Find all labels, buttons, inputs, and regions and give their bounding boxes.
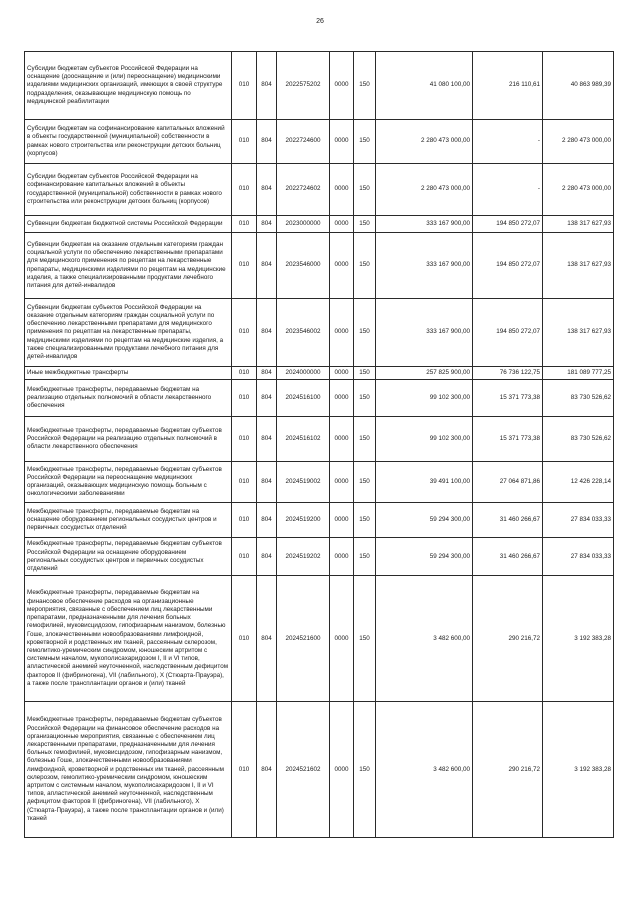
executed-amount: 290 216,72 bbox=[473, 576, 543, 702]
section-code: 804 bbox=[257, 538, 277, 576]
admin-code: 010 bbox=[232, 538, 257, 576]
remainder-amount: 138 317 627,93 bbox=[543, 299, 614, 367]
remainder-amount: 27 834 033,33 bbox=[543, 503, 614, 538]
admin-code: 010 bbox=[232, 576, 257, 702]
remainder-amount: 2 280 473 000,00 bbox=[543, 164, 614, 216]
kind-code: 150 bbox=[354, 120, 376, 164]
executed-amount: 31 460 266,67 bbox=[473, 538, 543, 576]
sub-code: 0000 bbox=[330, 503, 354, 538]
remainder-amount: 27 834 033,33 bbox=[543, 538, 614, 576]
sub-code: 0000 bbox=[330, 233, 354, 299]
classification-code: 2022724602 bbox=[277, 164, 330, 216]
row-name: Межбюджетные трансферты, передаваемые бюджетам субъектов Российской Федерации на переоснащение медицинских организаций, оказывающих медицинскую помощь больным с онкологическими заболеваниями bbox=[25, 462, 232, 503]
classification-code: 2024519200 bbox=[277, 503, 330, 538]
plan-amount: 39 491 100,00 bbox=[376, 462, 473, 503]
sub-code: 0000 bbox=[330, 367, 354, 380]
admin-code: 010 bbox=[232, 120, 257, 164]
kind-code: 150 bbox=[354, 417, 376, 462]
classification-code: 2024000000 bbox=[277, 367, 330, 380]
executed-amount: 194 850 272,07 bbox=[473, 233, 543, 299]
sub-code: 0000 bbox=[330, 164, 354, 216]
kind-code: 150 bbox=[354, 52, 376, 120]
page-number: 26 bbox=[316, 18, 324, 25]
plan-amount: 3 482 600,00 bbox=[376, 702, 473, 838]
classification-code: 2024516102 bbox=[277, 417, 330, 462]
row-name: Субвенции бюджетам субъектов Российской Федерации на оказание отдельным категориям граждан социальной услуги по обеспечению лекарственными препаратами для медицинского применения по рецептам на лекарственные препараты, медицинскими изделиями по рецептам на медицинские изделия, а также специализированными продуктами лечебного питания для детей-инвалидов bbox=[25, 299, 232, 367]
sub-code: 0000 bbox=[330, 462, 354, 503]
sub-code: 0000 bbox=[330, 538, 354, 576]
row-name: Иные межбюджетные трансферты bbox=[25, 367, 232, 380]
row-name: Межбюджетные трансферты, передаваемые бюджетам субъектов Российской Федерации на оснащение оборудованием региональных сосудистых центров и первичных сосудистых отделений bbox=[25, 538, 232, 576]
row-name: Субсидии бюджетам субъектов Российской Федерации на софинансирование капитальных вложений в объекты государственной (муниципальной) собственности в рамках нового строительства или реконструкции детских больниц (корпусов) bbox=[25, 164, 232, 216]
sub-code: 0000 bbox=[330, 299, 354, 367]
executed-amount: 15 371 773,38 bbox=[473, 380, 543, 417]
executed-amount: - bbox=[473, 120, 543, 164]
section-code: 804 bbox=[257, 52, 277, 120]
table-row bbox=[25, 164, 614, 216]
executed-amount: 15 371 773,38 bbox=[473, 417, 543, 462]
classification-code: 2023546000 bbox=[277, 233, 330, 299]
row-name: Субсидии бюджетам субъектов Российской Федерации на оснащение (дооснащение и (или) переоснащение) медицинскими изделиями медицинских организаций, имеющих в своей структуре подразделения, оказывающие медицинскую помощь по медицинской реабилитации bbox=[25, 52, 232, 120]
table-row bbox=[25, 216, 614, 233]
admin-code: 010 bbox=[232, 417, 257, 462]
plan-amount: 2 280 473 000,00 bbox=[376, 164, 473, 216]
plan-amount: 257 825 900,00 bbox=[376, 367, 473, 380]
admin-code: 010 bbox=[232, 367, 257, 380]
admin-code: 010 bbox=[232, 299, 257, 367]
section-code: 804 bbox=[257, 576, 277, 702]
sub-code: 0000 bbox=[330, 417, 354, 462]
row-name: Субвенции бюджетам бюджетной системы Российской Федерации bbox=[25, 216, 232, 233]
table-row bbox=[25, 417, 614, 462]
kind-code: 150 bbox=[354, 367, 376, 380]
section-code: 804 bbox=[257, 503, 277, 538]
table-row bbox=[25, 538, 614, 576]
kind-code: 150 bbox=[354, 702, 376, 838]
plan-amount: 59 294 300,00 bbox=[376, 538, 473, 576]
table-row bbox=[25, 702, 614, 838]
section-code: 804 bbox=[257, 702, 277, 838]
executed-amount: 290 216,72 bbox=[473, 702, 543, 838]
sub-code: 0000 bbox=[330, 120, 354, 164]
table-body bbox=[25, 52, 614, 838]
plan-amount: 99 102 300,00 bbox=[376, 417, 473, 462]
executed-amount: 194 850 272,07 bbox=[473, 216, 543, 233]
admin-code: 010 bbox=[232, 380, 257, 417]
plan-amount: 59 294 300,00 bbox=[376, 503, 473, 538]
section-code: 804 bbox=[257, 216, 277, 233]
kind-code: 150 bbox=[354, 299, 376, 367]
executed-amount: 76 736 122,75 bbox=[473, 367, 543, 380]
plan-amount: 99 102 300,00 bbox=[376, 380, 473, 417]
budget-table bbox=[24, 51, 614, 838]
classification-code: 2024519002 bbox=[277, 462, 330, 503]
kind-code: 150 bbox=[354, 380, 376, 417]
plan-amount: 333 167 900,00 bbox=[376, 299, 473, 367]
remainder-amount: 83 730 526,62 bbox=[543, 417, 614, 462]
kind-code: 150 bbox=[354, 233, 376, 299]
remainder-amount: 12 426 228,14 bbox=[543, 462, 614, 503]
kind-code: 150 bbox=[354, 216, 376, 233]
remainder-amount: 181 089 777,25 bbox=[543, 367, 614, 380]
section-code: 804 bbox=[257, 462, 277, 503]
table-row bbox=[25, 52, 614, 120]
section-code: 804 bbox=[257, 380, 277, 417]
row-name: Межбюджетные трансферты, передаваемые бюджетам субъектов Российской Федерации на финансовое обеспечение расходов на организационные мероприятия, связанные с обеспечением лиц лекарственными препаратами, предназначенными для лечения больных гемофилией, муковисцидозом, гипофизарным нанизмом, болезнью Гоше, злокачественными новообразованиями лимфоидной, кроветворной и родственных им тканей, рассеянным склерозом, гемолитико-уремическим синдромом, юношеским артритом с системным началом, мукополисахаридозом I, II и VI типов, апластической анемией неуточненной, наследственным дефицитом факторов II (фибриногена), VII (лабильного), X (Стюарта-Прауэра), а также после трансплантации органов и (или) тканей bbox=[25, 702, 232, 838]
admin-code: 010 bbox=[232, 164, 257, 216]
row-name: Субвенции бюджетам на оказание отдельным категориям граждан социальной услуги по обеспечению лекарственными препаратами для медицинского применения по рецептам на лекарственные препараты, медицинскими изделиями по рецептам на медицинские изделия, а также специализированными продуктами лечебного питания для детей-инвалидов bbox=[25, 233, 232, 299]
section-code: 804 bbox=[257, 164, 277, 216]
table-row bbox=[25, 233, 614, 299]
plan-amount: 333 167 900,00 bbox=[376, 233, 473, 299]
classification-code: 2024521600 bbox=[277, 576, 330, 702]
remainder-amount: 3 192 383,28 bbox=[543, 576, 614, 702]
kind-code: 150 bbox=[354, 576, 376, 702]
kind-code: 150 bbox=[354, 538, 376, 576]
remainder-amount: 2 280 473 000,00 bbox=[543, 120, 614, 164]
section-code: 804 bbox=[257, 417, 277, 462]
admin-code: 010 bbox=[232, 233, 257, 299]
table-row bbox=[25, 380, 614, 417]
admin-code: 010 bbox=[232, 702, 257, 838]
table-row bbox=[25, 503, 614, 538]
executed-amount: 27 064 871,86 bbox=[473, 462, 543, 503]
admin-code: 010 bbox=[232, 503, 257, 538]
row-name: Межбюджетные трансферты, передаваемые бюджетам на реализацию отдельных полномочий в области лекарственного обеспечения bbox=[25, 380, 232, 417]
remainder-amount: 138 317 627,93 bbox=[543, 233, 614, 299]
sub-code: 0000 bbox=[330, 52, 354, 120]
plan-amount: 41 080 100,00 bbox=[376, 52, 473, 120]
admin-code: 010 bbox=[232, 216, 257, 233]
section-code: 804 bbox=[257, 233, 277, 299]
plan-amount: 3 482 600,00 bbox=[376, 576, 473, 702]
section-code: 804 bbox=[257, 299, 277, 367]
table-row bbox=[25, 299, 614, 367]
classification-code: 2024521602 bbox=[277, 702, 330, 838]
executed-amount: 216 110,61 bbox=[473, 52, 543, 120]
row-name: Субсидии бюджетам на софинансирование капитальных вложений в объекты государственной (муниципальной) собственности в рамках нового строительства или реконструкции детских больниц (корпусов) bbox=[25, 120, 232, 164]
row-name: Межбюджетные трансферты, передаваемые бюджетам субъектов Российской Федерации на реализацию отдельных полномочий в области лекарственного обеспечения bbox=[25, 417, 232, 462]
remainder-amount: 83 730 526,62 bbox=[543, 380, 614, 417]
row-name: Межбюджетные трансферты, передаваемые бюджетам на оснащение оборудованием региональных сосудистых центров и первичных сосудистых отделений bbox=[25, 503, 232, 538]
sub-code: 0000 bbox=[330, 216, 354, 233]
executed-amount: 31 460 266,67 bbox=[473, 503, 543, 538]
classification-code: 2024516100 bbox=[277, 380, 330, 417]
table-row bbox=[25, 367, 614, 380]
table-row bbox=[25, 462, 614, 503]
sub-code: 0000 bbox=[330, 380, 354, 417]
admin-code: 010 bbox=[232, 462, 257, 503]
plan-amount: 333 167 900,00 bbox=[376, 216, 473, 233]
executed-amount: 194 850 272,07 bbox=[473, 299, 543, 367]
row-name: Межбюджетные трансферты, передаваемые бюджетам на финансовое обеспечение расходов на организационные мероприятия, связанные с обеспечением лиц лекарственными препаратами, предназначенными для лечения больных гемофилией, муковисцидозом, гипофизарным нанизмом, болезнью Гоше, злокачественными новообразованиями лимфоидной, кроветворной и родственных им тканей, рассеянным склерозом, гемолитико-уремическим синдромом, юношеским артритом с системным началом, мукополисахаридозом I, II и VI типов, апластической анемией неуточненной, наследственным дефицитом факторов II (фибриногена), VII (лабильного), X (Стюарта-Прауэра), а также после трансплантации органов и (или) тканей bbox=[25, 576, 232, 702]
classification-code: 2023546002 bbox=[277, 299, 330, 367]
table-row bbox=[25, 120, 614, 164]
executed-amount: - bbox=[473, 164, 543, 216]
remainder-amount: 40 863 989,39 bbox=[543, 52, 614, 120]
classification-code: 2022575202 bbox=[277, 52, 330, 120]
section-code: 804 bbox=[257, 367, 277, 380]
classification-code: 2024519202 bbox=[277, 538, 330, 576]
section-code: 804 bbox=[257, 120, 277, 164]
classification-code: 2022724600 bbox=[277, 120, 330, 164]
kind-code: 150 bbox=[354, 503, 376, 538]
kind-code: 150 bbox=[354, 462, 376, 503]
sub-code: 0000 bbox=[330, 576, 354, 702]
remainder-amount: 138 317 627,93 bbox=[543, 216, 614, 233]
kind-code: 150 bbox=[354, 164, 376, 216]
remainder-amount: 3 192 383,28 bbox=[543, 702, 614, 838]
plan-amount: 2 280 473 000,00 bbox=[376, 120, 473, 164]
sub-code: 0000 bbox=[330, 702, 354, 838]
table-row bbox=[25, 576, 614, 702]
admin-code: 010 bbox=[232, 52, 257, 120]
classification-code: 2023000000 bbox=[277, 216, 330, 233]
